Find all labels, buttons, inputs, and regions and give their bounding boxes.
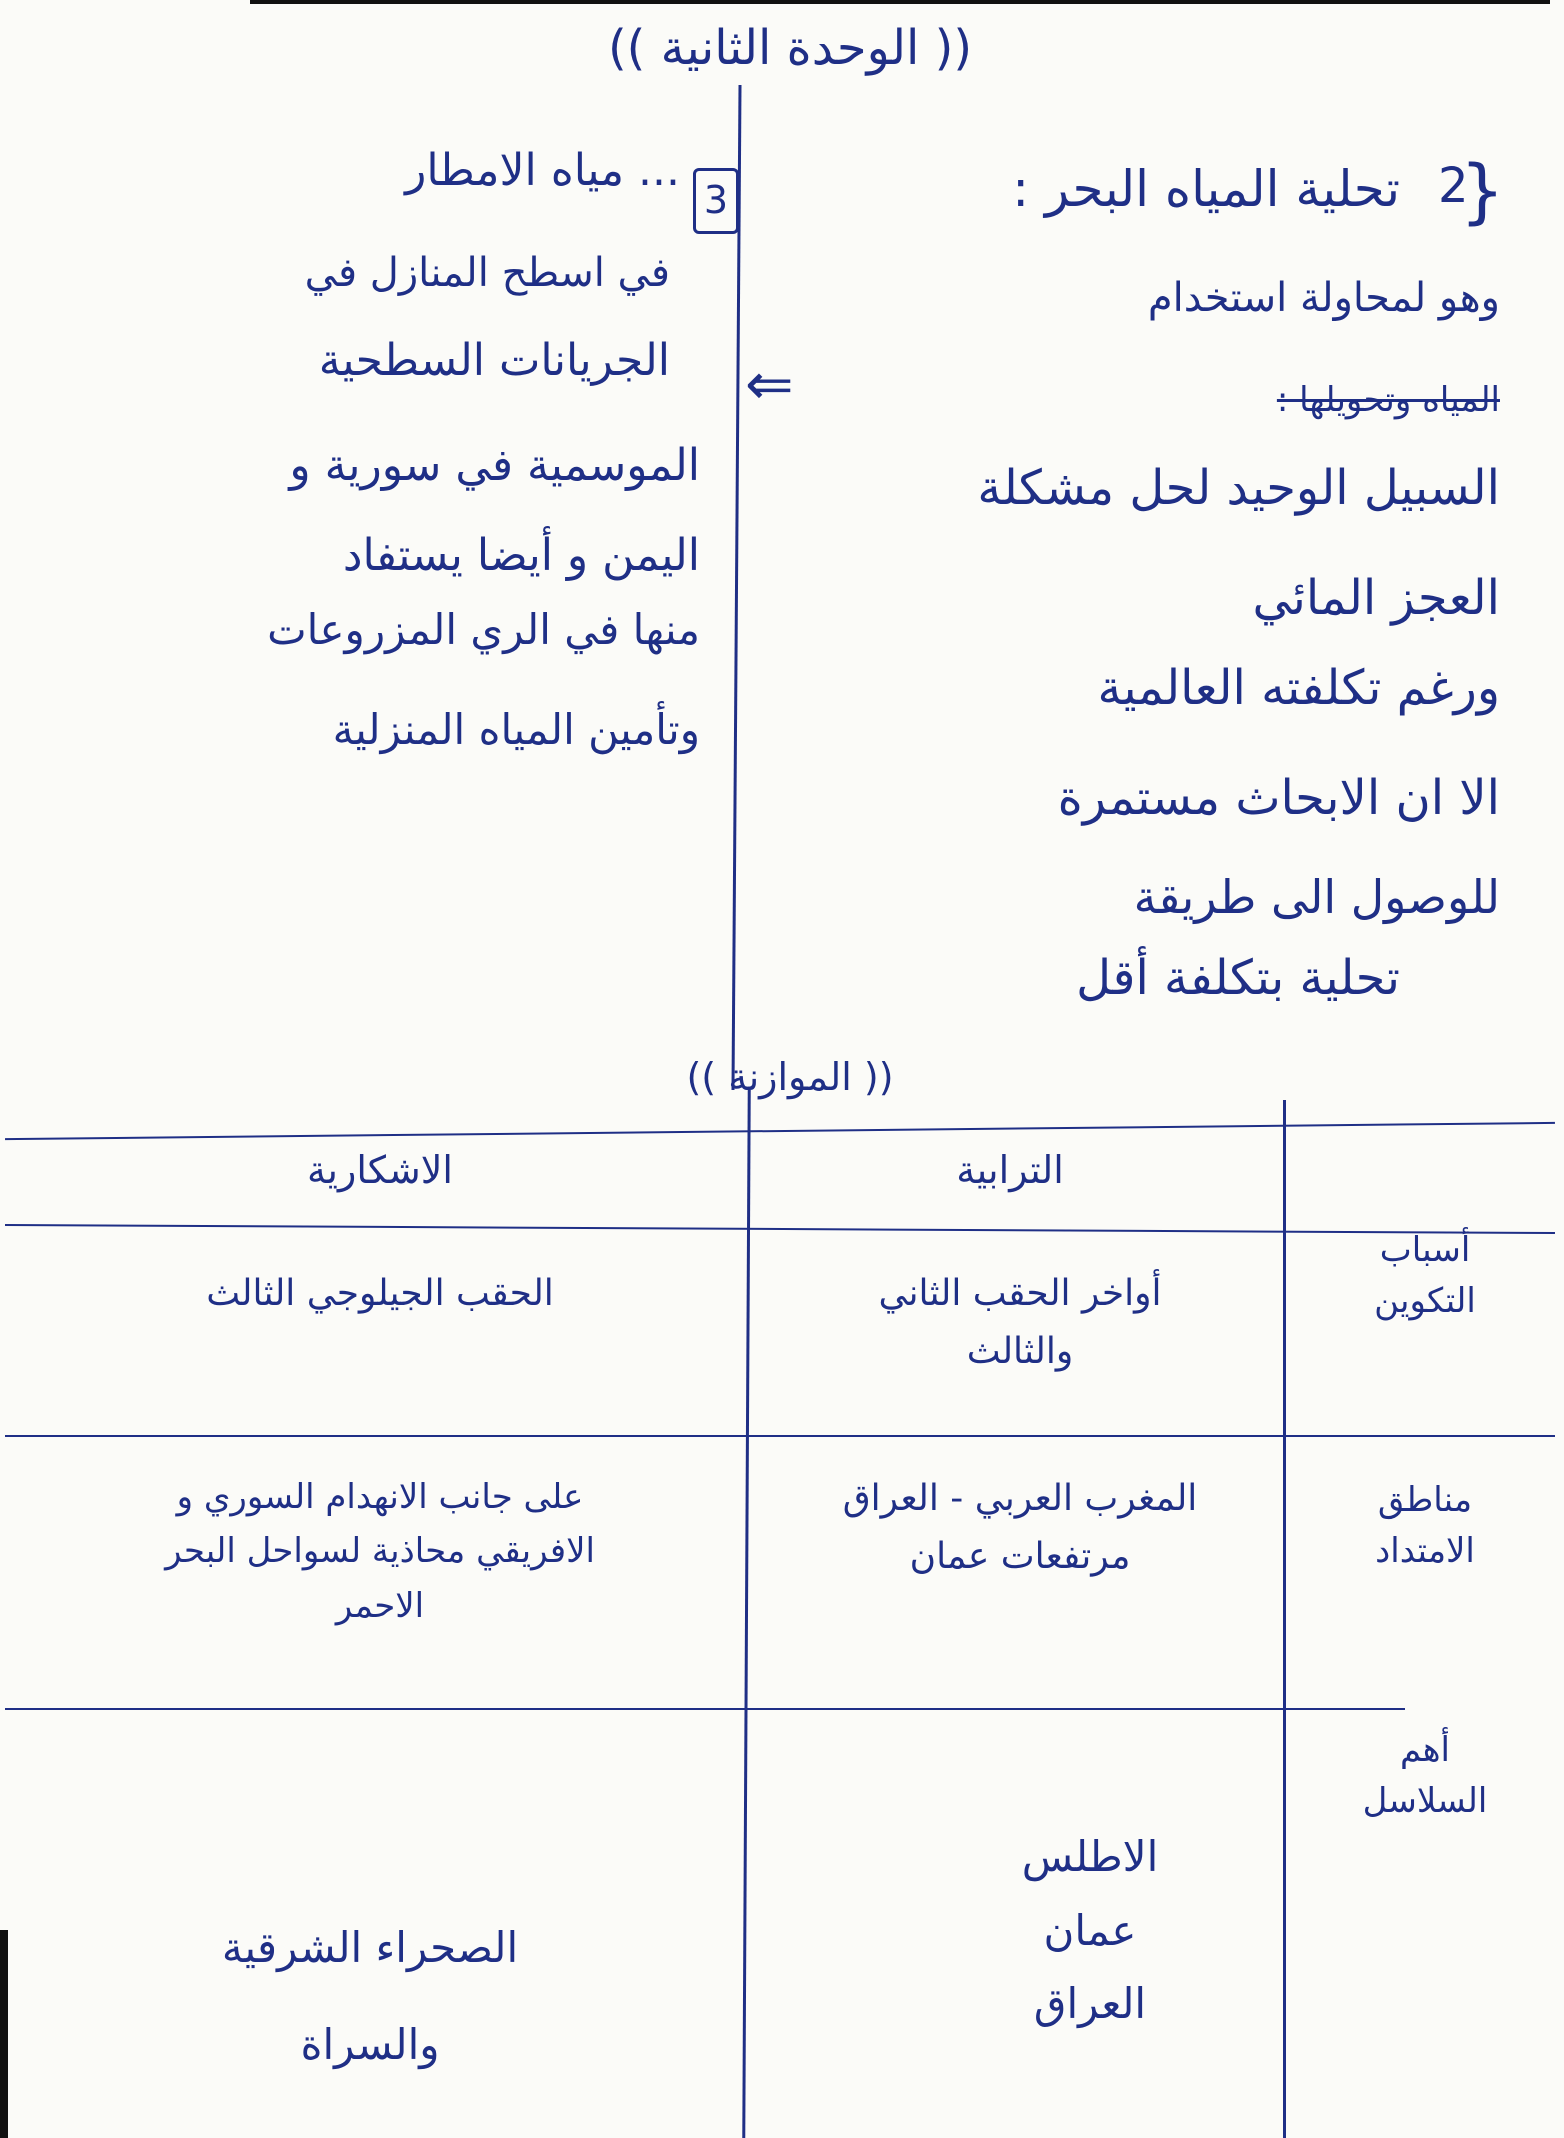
page-top-edge (250, 0, 1550, 4)
table-row-label (1295, 1475, 1555, 1577)
table-header-col2: الاشكارية (307, 1148, 453, 1192)
table-cell (30, 1470, 730, 1633)
right-heading-number: 2 (1438, 158, 1469, 214)
left-line: الموسمية في سورية و (289, 440, 700, 491)
cell-line: الحقب الجيلوجي الثالث (206, 1273, 554, 1314)
right-line: تحلية بتكلفة أقل (1076, 950, 1400, 1006)
left-line: اليمن و أيضا يستفاد (342, 530, 700, 581)
cell-line: الصحراء الشرقية (221, 1923, 519, 1972)
table-header-col1: الترابية (956, 1148, 1064, 1192)
right-line: العجز المائي (1252, 570, 1500, 626)
cell-line: العراق (1033, 1979, 1147, 2028)
page-title: (( الوحدة الثانية )) (607, 20, 973, 76)
row-label-line: السلاسل (1362, 1781, 1488, 1821)
cell-line: المغرب العربي - العراق (842, 1478, 1198, 1519)
row-label-line: مناطق (1377, 1480, 1473, 1520)
comparison-title: (( الموازنة )) (686, 1055, 894, 1099)
row-label-line: التكوين (1374, 1281, 1476, 1321)
table-cell (40, 1265, 720, 1323)
table-cell (900, 1820, 1280, 2041)
table-rule (5, 1122, 1555, 1140)
page-left-edge (0, 1930, 8, 2138)
left-line: الجريانات السطحية (318, 335, 670, 386)
left-heading: ... مياه الامطار (405, 145, 680, 196)
left-line: في اسطح المنازل في (304, 250, 670, 296)
table-rule (5, 1435, 1555, 1437)
table-cell (60, 1900, 680, 2093)
left-line: منها في الري المزروعات (267, 605, 700, 654)
cell-line: مرتفعات عمان (909, 1535, 1131, 1577)
right-line: وهو لمحاولة استخدام (1147, 275, 1500, 321)
right-line: ورغم تكلفته العالمية (1097, 660, 1500, 716)
cell-line: الافريقي محاذية لسواحل البحر (165, 1531, 595, 1572)
cell-line: والثالث (966, 1330, 1074, 1372)
right-heading: تحلية المياه البحر : (1012, 160, 1400, 218)
row-label-line: أسباب (1379, 1230, 1471, 1270)
cell-line: والسراة (300, 2019, 440, 2069)
cell-line: أواخر الحقب الثاني (878, 1273, 1162, 1314)
right-line: المياه وتحويلها : (1276, 380, 1500, 420)
row-label-line: أهم (1399, 1730, 1450, 1770)
table-cell (770, 1265, 1270, 1380)
cell-line: عمان (1043, 1905, 1137, 1955)
cell-line: على جانب الانهدام السوري و (176, 1477, 584, 1517)
table-rule (742, 1090, 750, 2138)
table-row-label (1295, 1725, 1555, 1827)
right-line: للوصول الى طريقة (1133, 870, 1500, 924)
right-line: السبيل الوحيد لحل مشكلة (977, 460, 1500, 516)
table-rule (5, 1708, 1405, 1710)
left-line: وتأمين المياه المنزلية (332, 705, 700, 754)
left-heading-number: 3 (693, 168, 739, 234)
table-rule (1283, 1100, 1286, 2138)
center-divider-line (731, 85, 741, 1090)
table-row-label (1295, 1225, 1555, 1327)
table-cell (770, 1470, 1270, 1585)
cell-line: الاطلس (1021, 1832, 1159, 1881)
cell-line: الاحمر (335, 1585, 425, 1626)
right-line: الا ان الابحاث مستمرة (1057, 770, 1500, 826)
double-arrow-icon: ⇐ (745, 350, 794, 418)
brace-decoration: } (1460, 150, 1505, 232)
row-label-line: الامتداد (1375, 1531, 1475, 1571)
